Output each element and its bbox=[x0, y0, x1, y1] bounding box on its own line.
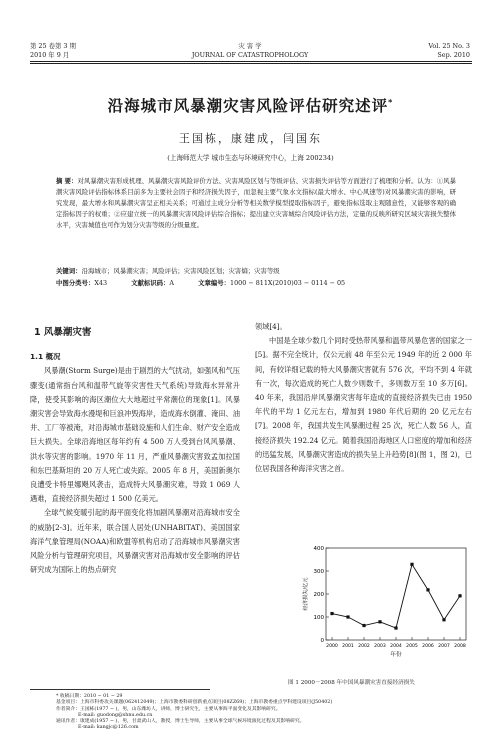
abstract-label: 摘 要： bbox=[56, 177, 78, 185]
clc-label: 中图分类号： bbox=[56, 279, 95, 287]
header-rule-2 bbox=[30, 63, 472, 64]
x-tick-label: 2004 bbox=[390, 644, 402, 649]
doc-code-value: A bbox=[169, 279, 175, 287]
title-footnote-mark: * bbox=[388, 97, 394, 107]
x-tick-label: 2000 bbox=[326, 644, 338, 649]
keywords-text: 沿海城市；风暴潮灾害；风险评估；灾害风险区划；灾害熵；灾害等级 bbox=[81, 267, 280, 275]
article-number-label: 文章编号： bbox=[198, 279, 231, 287]
x-tick-label: 2005 bbox=[406, 644, 418, 649]
volume-issue-en: Vol. 25 No. 3 bbox=[428, 42, 470, 50]
keywords-label: 关键词： bbox=[56, 267, 82, 275]
x-tick-label: 2006 bbox=[422, 644, 434, 649]
footnote-rule bbox=[30, 689, 210, 690]
right-column bbox=[255, 320, 472, 476]
subsection-heading: 1.1 概况 bbox=[30, 352, 61, 362]
x-tick-label: 2001 bbox=[342, 644, 354, 649]
doc-code-label: 文献标识码： bbox=[131, 279, 170, 287]
data-point bbox=[442, 618, 445, 621]
y-axis-label: 经济损失/亿元 bbox=[303, 577, 309, 611]
data-point bbox=[458, 594, 461, 597]
figure-caption: 图 1 2000－2008 年中国风暴潮灾害直接经济损失 bbox=[288, 680, 415, 686]
data-point bbox=[426, 588, 429, 591]
data-point bbox=[378, 620, 381, 623]
header-rule bbox=[30, 61, 472, 62]
paper-title bbox=[0, 94, 501, 116]
title-text: 沿海城市风暴潮灾害风险评估研究述评 bbox=[107, 97, 389, 115]
journal-name-en: JOURNAL OF CATASTROPHOLOGY bbox=[191, 50, 309, 59]
data-point bbox=[394, 626, 397, 629]
paragraph: 全球气候变暖引起的海平面变化将加剧风暴潮对沿海城市安全的威胁[2-3]。近年来，联合国人居处(UNHABITAT)、美国国家海洋气象管理局(NOAA)和欧盟等机构启动了沿海城市风暴潮灾害风险分析与管理研究项目，风暴潮灾害对沿海城市安全影响的评估研究成为国际上的热点研究 bbox=[30, 508, 240, 575]
y-tick-label: 300 bbox=[313, 569, 324, 575]
footnotes bbox=[56, 694, 476, 732]
y-tick-label: 0 bbox=[320, 638, 324, 644]
x-tick-label: 2002 bbox=[358, 644, 370, 649]
volume-issue: 第 25 卷第 3 期 bbox=[30, 42, 76, 50]
classification-line bbox=[56, 278, 456, 287]
x-tick-label: 2007 bbox=[438, 644, 450, 649]
journal-name-cn: 灾 害 学 bbox=[238, 42, 262, 50]
footnote-author-email: E-mail: guodong@shnu.edu.cn bbox=[78, 712, 153, 718]
article-number-value: 1000 − 811X(2010)03 − 0114 − 05 bbox=[230, 279, 346, 287]
footnote-received: * 收稿日期：2010 − 01 − 29 bbox=[56, 694, 123, 699]
footnote-corresponding: 通讯作者：康建成(1957 − )，男，甘肃武山人，教授，博士生导师，主要从事全球气候环境演化过程及其影响研究。 bbox=[56, 719, 305, 725]
authors: 王国栋，康建成，闫国东 bbox=[179, 132, 322, 145]
data-point bbox=[362, 624, 365, 627]
section-heading: 1 风暴潮灾害 bbox=[34, 327, 92, 338]
data-point bbox=[330, 612, 333, 615]
x-tick-label: 2003 bbox=[374, 644, 386, 649]
loss-line-chart bbox=[298, 540, 473, 665]
paragraph: 领域[4]。 bbox=[255, 322, 287, 331]
x-axis-label: 年份 bbox=[390, 652, 402, 658]
header-right bbox=[428, 42, 470, 59]
affiliation: (上海师范大学 城市生态与环境研究中心，上海 200234) bbox=[167, 154, 334, 162]
footnote-funding: 基金项目：上海市科委攻关课题(062412049)；上海市教委科研创新重点项目(08ZZ69)；上海市教委重点学科建设项目(J50402) bbox=[56, 700, 333, 706]
left-column bbox=[30, 318, 240, 577]
data-point bbox=[410, 563, 413, 566]
abstract-text: 对风暴潮灾害形成机理、风暴潮灾害风险评价方法、灾害风险区划与等级评估、灾害损失评估等方面进行了梳理和分析。认为：①风暴潮灾害风险评估指标体系目前多为主要社会因子和经济损失因子，而忽视主要气象水文指标(最大增水、中心风速等)对风暴潮灾害的影响，研究发现，最大增水和风暴潮灾害呈正相关关系；可通过主成分分析等相关数学模型提取指标因子，避免指标选取主观随意性，又能够客观的确定指标因子的权重；②应建立统一的风暴潮灾害风险评估综合指标；提出建立灾害城综合风险评估方法，定量的反映所研究区域灾害损失整体水平，灾害城值也可作为划分灾害等级的分级量度。 bbox=[56, 177, 456, 229]
paragraph: 风暴潮(Storm Surge)是由于剧烈的大气扰动，如强风和气压骤变(通常指台风和温带气旋等灾害性天气系统)导致海水异常升降，使受其影响的海区潮位大大地超过平常潮位的现象[1]。风暴潮灾害会导致海水漫堤和巨浪冲毁海岸，造成海水倒灌、淹田、油井、工厂等被淹，对沿海城市基础设施和人们生命、财产安全造成巨大损失。全球沿海地区每年约有 4 500 万人受到台风风暴潮、洪水等灾害的影响。1970 年 11 月，严重风暴潮灾害致孟加拉国和东巴基斯坦的 20 万人死亡或失踪。2005 年 8 月，美国新奥尔良遭受卡特里娜飓风袭击，造成特大风暴潮灾难，导致 1 069 人遇难，直接经济损失超过 1 500 亿美元。 bbox=[30, 366, 240, 504]
paragraph: 中国是全球少数几个同时受热带风暴和温带风暴危害的国家之一[5]。据不完全统计，仅公元前 48 年至公元 1949 年的近 2 000 年间，有较详细记载的特大风暴潮灾害就有 576 次，平均不到 4 年就有一次，每次造成的死亡人数少则数千，多则数万至 10 多万[6]。40 年来，我国沿岸风暴潮灾害每年造成的直接经济损失已由 1950 年代的平均 1 亿元左右，增加到 1980 年代后期的 20 亿元左右[7]。2008 年，我国共发生风暴潮过程 25 次，死亡人数 56 人，直接经济损失 192.24 亿元。随着我国沿海地区人口密度的增加和经济的迅猛发展，风暴潮灾害造成的损失呈上升趋势[8](图 1，图 2)，已位居我国各种海洋灾害之首。 bbox=[255, 336, 472, 474]
abstract bbox=[56, 176, 456, 231]
footnote-corresponding-email: E-mail: kangjc@126.com bbox=[78, 725, 139, 731]
y-tick-label: 400 bbox=[313, 546, 324, 552]
y-tick-label: 100 bbox=[313, 615, 324, 621]
data-point bbox=[346, 615, 349, 618]
clc-value: X43 bbox=[94, 279, 108, 287]
issue-date-cn: 2010 年 9 月 bbox=[30, 50, 70, 59]
header-center bbox=[30, 42, 470, 59]
keywords bbox=[56, 266, 456, 275]
y-tick-label: 200 bbox=[313, 592, 324, 598]
series-line bbox=[332, 564, 460, 628]
x-tick-label: 2008 bbox=[454, 644, 466, 649]
footnote-author: 作者简介：王国栋(1977 − )，男，山东潍坊人，讲师，博士研究生，主要从事海平面变化及其影响研究。 bbox=[56, 706, 281, 712]
issue-date-en: Sep. 2010 bbox=[437, 50, 470, 59]
